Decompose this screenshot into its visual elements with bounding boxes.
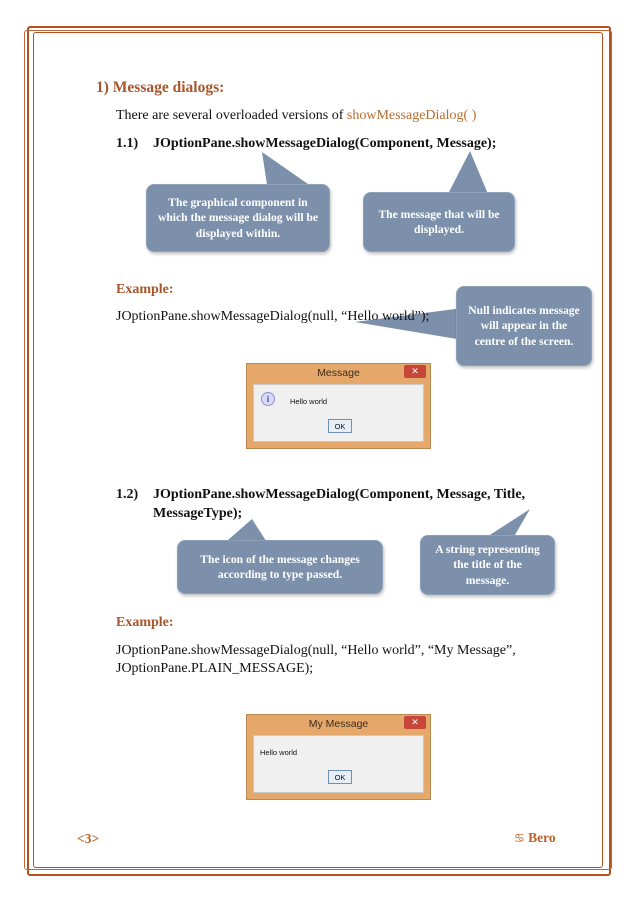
- dialog-body: [253, 384, 424, 442]
- callout-component: The graphical component in which the message dialog will be displayed within.: [146, 184, 330, 252]
- dialog-body: [253, 735, 424, 793]
- callout-icon: The icon of the message changes according to type passed.: [177, 540, 383, 594]
- intro-method: showMessageDialog( ): [346, 108, 477, 123]
- dialog-title: Message: [317, 367, 360, 379]
- message-dialog-2: [246, 714, 431, 800]
- message-dialog-1: [246, 363, 431, 449]
- section-number: 1): [96, 79, 109, 96]
- info-icon: i: [261, 392, 275, 406]
- dialog-message: Hello world: [260, 748, 298, 757]
- intro-prefix: There are several overloaded versions of: [116, 108, 347, 123]
- pointer-message: [448, 151, 488, 194]
- subsection-number: 1.1): [116, 136, 139, 151]
- page-number: <3>: [77, 831, 100, 846]
- callout-null: Null indicates message will appear in the centre of the screen.: [456, 286, 592, 366]
- example-label-1: Example:: [116, 282, 174, 297]
- callout-message: The message that will be displayed.: [363, 192, 515, 252]
- section-title: Message dialogs:: [112, 79, 225, 96]
- footer-brand: [514, 830, 556, 846]
- example-code-2-line1: JOptionPane.showMessageDialog(null, “Hello world”, “My Message”,: [116, 643, 516, 658]
- example-code-1: JOptionPane.showMessageDialog(null, “Hello world”);: [116, 309, 430, 324]
- method-signature-line1: JOptionPane.showMessageDialog(Component, Message, Title,: [153, 487, 526, 502]
- close-icon[interactable]: ✕: [404, 365, 426, 378]
- dialog-message: Hello world: [290, 397, 328, 406]
- ok-button[interactable]: OK: [328, 419, 352, 433]
- method-signature-line2: MessageType);: [153, 506, 243, 521]
- ok-button[interactable]: OK: [328, 770, 352, 784]
- brand-symbol-icon: ♋: [514, 831, 525, 845]
- method-signature: JOptionPane.showMessageDialog(Component, Message);: [153, 136, 497, 151]
- brand-name: Bero: [528, 830, 556, 845]
- example-label-2: Example:: [116, 615, 174, 630]
- close-icon[interactable]: ✕: [404, 716, 426, 729]
- example-code-2-line2: JOptionPane.PLAIN_MESSAGE);: [116, 661, 314, 676]
- callout-title: A string representing the title of the message.: [420, 535, 555, 595]
- subsection-1-2-heading: [116, 487, 526, 503]
- subsection-number: 1.2): [116, 487, 139, 502]
- dialog-title: My Message: [308, 718, 369, 730]
